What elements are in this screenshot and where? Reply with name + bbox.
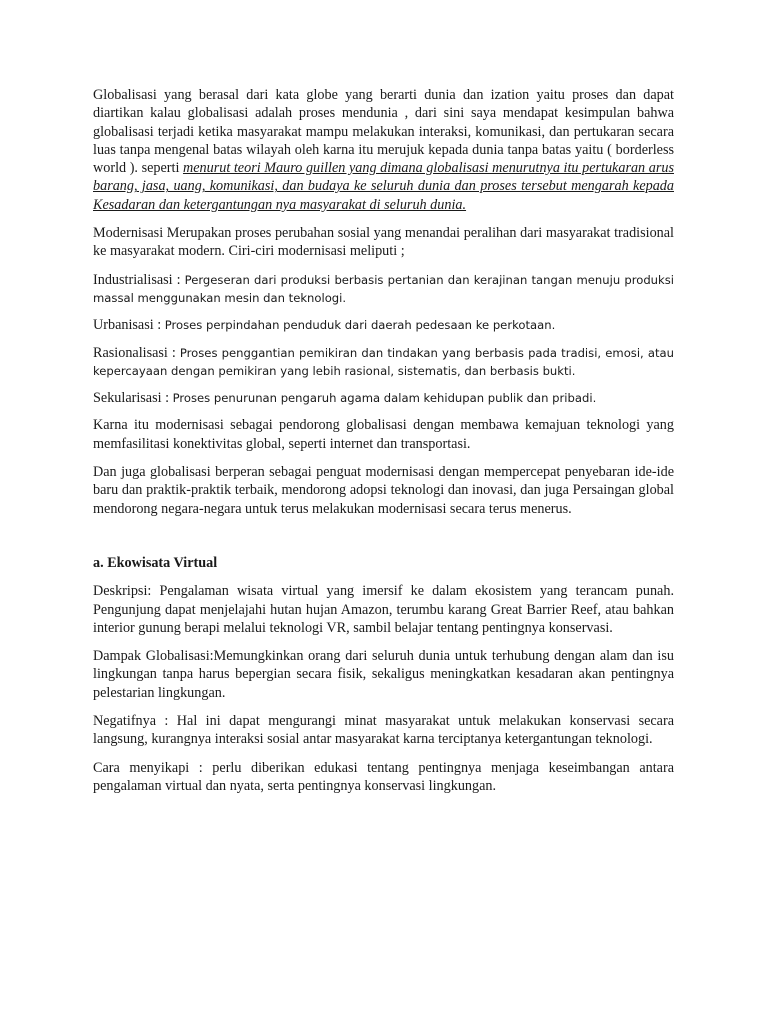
term-urbanisasi: Urbanisasi : [93, 317, 165, 334]
list-item-urbanisasi [93, 316, 674, 334]
paragraph-dampak: Dampak Globalisasi:Memungkinkan orang dari seluruh dunia untuk terhubung dengan alam dan isu lingkungan tanpa harus bepergian secara fisik, sekaligus meningkatkan kesadaran akan pentingnya pelestarian lingkungan. [93, 648, 674, 701]
paragraph-deskripsi: Deskripsi: Pengalaman wisata virtual yang imersif ke dalam ekosistem yang terancam punah. Pengunjung dapat menjelajahi hutan hujan Amazon, terumbu karang Great Barrier Reef, atau bahkan interior gunung berapi melalui teknologi VR, sambil belajar tentang pentingnya konservasi. [93, 583, 674, 636]
list-item-industrialisasi [93, 271, 674, 308]
paragraph-pendorong: Karna itu modernisasi sebagai pendorong globalisasi dengan membawa kemajuan teknologi yang memfasilitasi konektivitas global, seperti internet dan transportasi. [93, 417, 674, 452]
document-page [93, 86, 674, 805]
paragraph-negatif: Negatifnya : Hal ini dapat mengurangi minat masyarakat untuk melakukan konservasi secara langsung, kurangnya interaksi sosial antar masyarakat karna terciptanya ketergantungan teknologi. [93, 713, 674, 748]
list-item-sekularisasi [93, 389, 674, 407]
list-item-rasionalisasi [93, 344, 674, 381]
desc-urbanisasi: Proses perpindahan penduduk dari daerah pedesaan ke perkotaan. [164, 318, 556, 333]
paragraph-cara-menyikapi: Cara menyikapi : perlu diberikan edukasi tentang pentingnya menjaga keseimbangan antara pengalaman virtual dan nyata, serta pentingnya konservasi lingkungan. [93, 759, 674, 794]
paragraph-penguat: Dan juga globalisasi berperan sebagai penguat modernisasi dengan mempercepat penyebaran ide-ide baru dan praktik-praktik terbaik, mendorong adopsi teknologi dan inovasi, dan juga Persaingan global mendorong negara-negara untuk terus melakukan modernisasi secara terus menerus. [93, 464, 674, 517]
paragraph-globalisasi [93, 86, 674, 214]
section-heading: a. Ekowisata Virtual [93, 554, 218, 571]
desc-rasionalisasi: Proses penggantian pemikiran dan tindakan yang berbasis pada tradisi, emosi, atau kepercayaan dengan pemikiran yang lebih rasional, sistematis, dan berbasis bukti. [93, 345, 674, 378]
term-rasionalisasi: Rasionalisasi : [93, 344, 180, 361]
desc-sekularisasi: Proses penurunan pengaruh agama dalam kehidupan publik dan pribadi. [172, 391, 597, 406]
paragraph-modernisasi: Modernisasi Merupakan proses perubahan sosial yang menandai peralihan dari masyarakat tradisional ke masyarakat modern. Ciri-ciri modernisasi meliputi ; [93, 225, 674, 260]
term-industrialisasi: Industrialisasi : [93, 271, 185, 288]
paragraph-globalisasi-text: Globalisasi yang berasal dari kata globe yang berarti dunia dan ization yaitu proses dan dapat diartikan kalau globalisasi adalah proses mendunia , dari sini saya mendapat kesimpulan bahwa globalisasi terjadi ketika masyarakat mampu melakukan interaksi, komunikasi, dan pertukaran secara luas tanpa mengenal batas wilayah oleh karna itu merujuk kepada dunia tanpa batas yaitu ( borderless world ). seperti [93, 87, 674, 177]
desc-industrialisasi: Pergeseran dari produksi berbasis pertanian dan kerajinan tangan menuju produksi massal menggunakan mesin dan teknologi. [93, 272, 675, 305]
guillen-quote: menurut teori Mauro guillen yang dimana globalisasi menurutnya itu pertukaran arus barang, jasa, uang, komunikasi, dan budaya ke seluruh dunia dan proses tersebut mengarah kepada Kesadaran dan ketergantungan nya masyarakat di seluruh dunia. [93, 160, 674, 213]
term-sekularisasi: Sekularisasi : [93, 390, 173, 407]
